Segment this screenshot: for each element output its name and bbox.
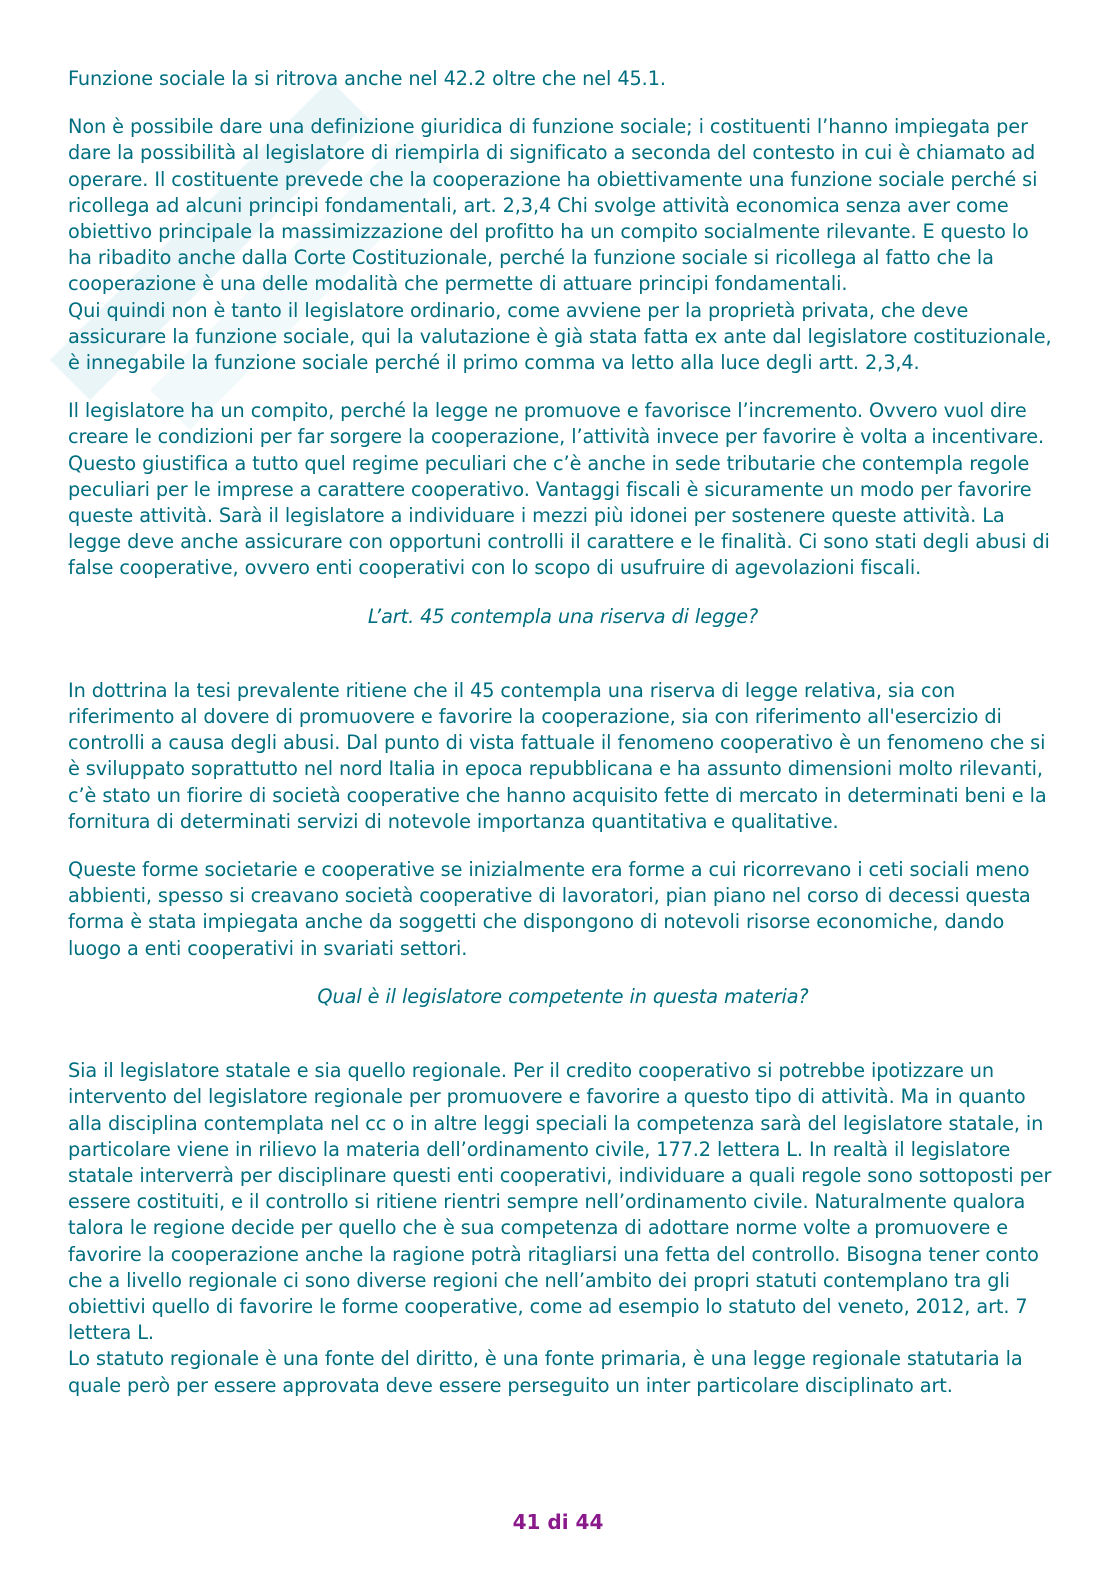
paragraph-6: Queste forme societarie e cooperative se inizialmente era forme a cui ricorrevano i ceti sociali meno abbienti, spesso si creavano società cooperative di lavoratori, pian piano nel corso di decessi questa forma è stata impiegata anche da soggetti che dispongono di notevoli risorse economiche, dando luogo a enti cooperativi in svariati settori. (68, 858, 1031, 960)
paragraph-7: Sia il legislatore statale e sia quello regionale. Per il credito cooperativo si potrebbe ipotizzare un intervento del legislatore regionale per promuovere e favorire a questo tipo di attività. Ma in quanto alla disciplina contemplata nel cc o in altre leggi speciali la competenza sarà del legislatore statale, in particolare viene in rilievo la materia dell’ordinamento civile, 177.2 lettera L. In realtà il legislatore statale interverrà per disciplinare questi enti cooperativi, individuare a quali regole sono sottoposti per essere costituiti, e il controllo si ritiene rientri sempre nell’ordinamento civile. Naturalmente qualora talora le regione decide per quello che è sua competenza di adottare norme volte a promuovere e favorire la cooperazione anche la ragione potrà ritagliarsi una fetta del controllo. Bisogna tener conto che a livello regionale ci sono diverse regioni che nell’ambito dei propri statuti contemplano tra gli obiettivi quello di favorire le forme cooperative, come ad esempio lo statuto del veneto, 2012, art. 7 lettera L. (68, 1059, 1052, 1345)
paragraph-3: Qui quindi non è tanto il legislatore ordinario, come avviene per la proprietà privata, che deve assicurare la funzione sociale, qui la valutazione è già stata fatta ex ante dal legislatore costituzionale, è innegabile la funzione sociale perché il primo comma va letto alla luce degli artt. 2,3,4. (68, 298, 1052, 375)
paragraph-1: Funzione sociale la si ritrova anche nel 42.2 oltre che nel 45.1. (68, 67, 666, 90)
paragraph-5: In dottrina la tesi prevalente ritiene che il 45 contempla una riserva di legge relativa, sia con riferimento al dovere di promuovere e favorire la cooperazione, sia con riferimento all'esercizio di controlli a causa degli abusi. Dal punto di vista fattuale il fenomeno cooperativo è un fenomeno che si è sviluppato soprattutto nel nord Italia in epoca repubblicana e ha assunto dimensioni molto rilevanti, c’è stato un fiorire di società cooperative che hanno acquisito fette di mercato in determinati beni e la fornitura di determinati servizi di notevole importanza quantitativa e qualitative. (68, 678, 1047, 833)
document-body (68, 66, 1058, 1399)
paragraph-8: Lo statuto regionale è una fonte del diritto, è una fonte primaria, è una legge regionale statutaria la quale però per essere approvata deve essere perseguito un inter particolare disciplinato art. (68, 1347, 1023, 1397)
paragraph-2: Non è possibile dare una definizione giuridica di funzione sociale; i costituenti l’hanno impiegata per dare la possibilità al legislatore di riempirla di significato a seconda del contesto in cui è chiamato ad operare. Il costituente prevede che la cooperazione ha obiettivamente una funzione sociale perché si ricollega ad alcuni principi fondamentali, art. 2,3,4 Chi svolge attività economica senza aver come obiettivo principale la massimizzazione del profitto ha un compito socialmente rilevante. E questo lo ha ribadito anche dalla Corte Costituzionale, perché la funzione sociale si ricollega al fatto che la cooperazione è una delle modalità che permette di attuare principi fondamentali. (68, 115, 1038, 296)
paragraph-4: Il legislatore ha un compito, perché la legge ne promuove e favorisce l’incremento. Ovvero vuol dire creare le condizioni per far sorgere la cooperazione, l’attività invece per favorire è volta a incentivare. Questo giustifica a tutto quel regime peculiari che c’è anche in sede tributarie che contempla regole peculiari per le imprese a carattere cooperativo. Vantaggi fiscali è sicuramente un modo per favorire queste attività. Sarà il legislatore a individuare i mezzi più idonei per sostenere queste attività. La legge deve anche assicurare con opportuni controlli il carattere e le finalità. Ci sono stati degli abusi di false cooperative, ovvero enti cooperativi con lo scopo di usufruire di agevolazioni fiscali. (68, 399, 1050, 580)
page-number: 41 di 44 (512, 1510, 604, 1534)
question-heading-2: Qual è il legislatore competente in questa materia? (317, 984, 809, 1008)
question-heading-1: L’art. 45 contempla una riserva di legge? (367, 604, 759, 628)
